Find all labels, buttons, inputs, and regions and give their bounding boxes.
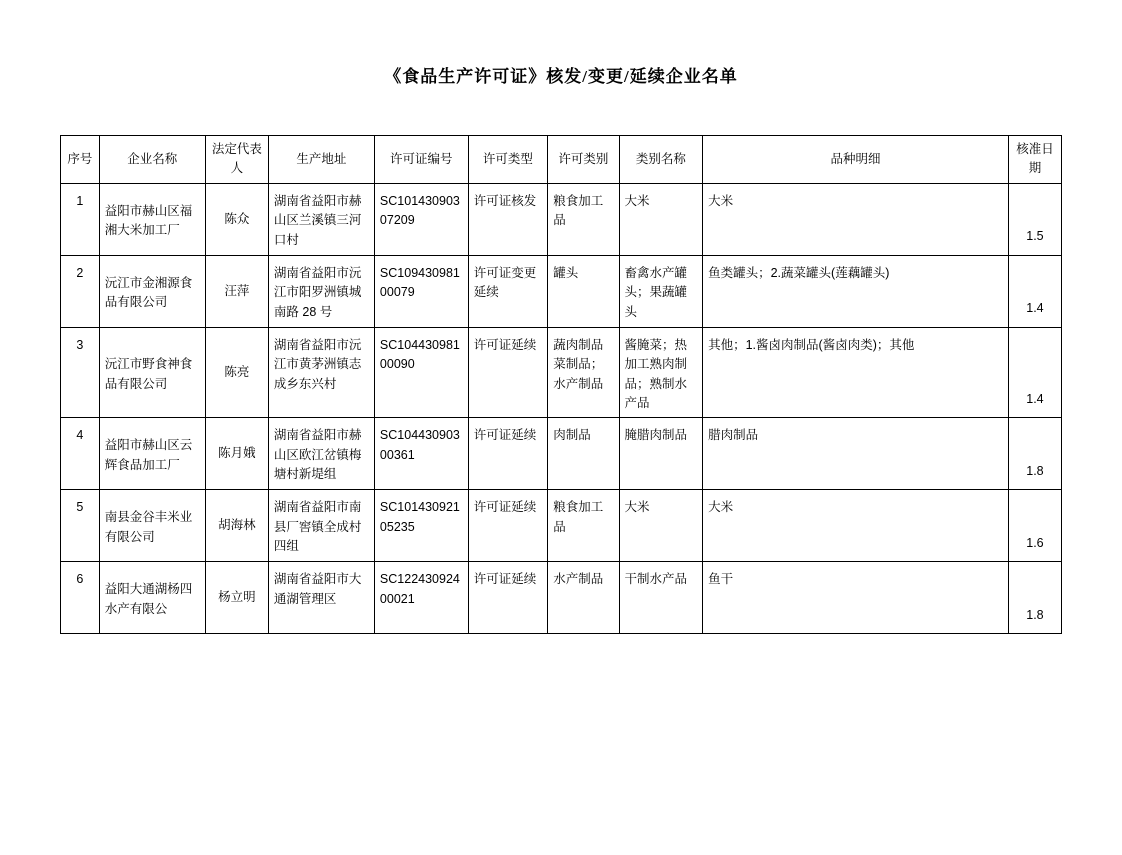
cell-company: 沅江市野食神食品有限公司 [99, 327, 205, 418]
cell-detail: 大米 [703, 183, 1009, 255]
table-row [61, 327, 1062, 418]
header-date: 核准日期 [1008, 136, 1061, 184]
cell-index: 6 [61, 562, 100, 634]
cell-category: 水产制品 [548, 562, 619, 634]
cell-date: 1.8 [1008, 418, 1061, 490]
header-category-name: 类别名称 [619, 136, 703, 184]
header-detail: 品种明细 [703, 136, 1009, 184]
table-row [61, 255, 1062, 327]
cell-detail: 鱼干 [703, 562, 1009, 634]
cell-address: 湖南省益阳市南县厂窖镇全成村四组 [268, 490, 374, 562]
cell-category-name: 干制水产品 [619, 562, 703, 634]
cell-category: 蔬肉制品菜制品；水产制品 [548, 327, 619, 418]
cell-license-no: SC10443098100090 [374, 327, 468, 418]
cell-address: 湖南省益阳市沅江市阳罗洲镇城南路 28 号 [268, 255, 374, 327]
cell-company: 益阳市赫山区云辉食品加工厂 [99, 418, 205, 490]
cell-address: 湖南省益阳市赫山区欧江岔镇梅塘村新堤组 [268, 418, 374, 490]
cell-license-no: SC10943098100079 [374, 255, 468, 327]
cell-license-no: SC10143090307209 [374, 183, 468, 255]
cell-date: 1.4 [1008, 255, 1061, 327]
cell-company: 沅江市金湘源食品有限公司 [99, 255, 205, 327]
cell-index: 2 [61, 255, 100, 327]
cell-category: 肉制品 [548, 418, 619, 490]
cell-address: 湖南省益阳市赫山区兰溪镇三河口村 [268, 183, 374, 255]
header-address: 生产地址 [268, 136, 374, 184]
header-license-no: 许可证编号 [374, 136, 468, 184]
cell-date: 1.5 [1008, 183, 1061, 255]
cell-representative: 胡海林 [205, 490, 268, 562]
cell-license-no: SC10443090300361 [374, 418, 468, 490]
cell-category-name: 畜禽水产罐头；果蔬罐头 [619, 255, 703, 327]
cell-index: 1 [61, 183, 100, 255]
cell-license-type: 许可证变更延续 [468, 255, 548, 327]
cell-index: 4 [61, 418, 100, 490]
cell-address: 湖南省益阳市沅江市黄茅洲镇志成乡东兴村 [268, 327, 374, 418]
header-index: 序号 [61, 136, 100, 184]
cell-company: 南县金谷丰米业有限公司 [99, 490, 205, 562]
cell-date: 1.4 [1008, 327, 1061, 418]
cell-license-type: 许可证核发 [468, 183, 548, 255]
cell-category-name: 腌腊肉制品 [619, 418, 703, 490]
cell-index: 3 [61, 327, 100, 418]
cell-date: 1.8 [1008, 562, 1061, 634]
cell-detail: 其他；1.酱卤肉制品(酱卤肉类)；其他 [703, 327, 1009, 418]
cell-category: 罐头 [548, 255, 619, 327]
document-page [0, 62, 1122, 855]
cell-category-name: 大米 [619, 490, 703, 562]
cell-address: 湖南省益阳市大通湖管理区 [268, 562, 374, 634]
cell-index: 5 [61, 490, 100, 562]
header-license-type: 许可类型 [468, 136, 548, 184]
header-company: 企业名称 [99, 136, 205, 184]
table-row [61, 562, 1062, 634]
header-representative: 法定代表人 [205, 136, 268, 184]
cell-license-no: SC10143092105235 [374, 490, 468, 562]
cell-license-type: 许可证延续 [468, 418, 548, 490]
cell-category-name: 酱腌菜；热加工熟肉制品；熟制水产品 [619, 327, 703, 418]
cell-license-no: SC12243092400021 [374, 562, 468, 634]
cell-license-type: 许可证延续 [468, 327, 548, 418]
cell-detail: 大米 [703, 490, 1009, 562]
cell-company: 益阳市赫山区福湘大米加工厂 [99, 183, 205, 255]
header-category: 许可类别 [548, 136, 619, 184]
cell-representative: 汪萍 [205, 255, 268, 327]
cell-representative: 陈众 [205, 183, 268, 255]
cell-representative: 杨立明 [205, 562, 268, 634]
table-row [61, 490, 1062, 562]
cell-category: 粮食加工品 [548, 490, 619, 562]
cell-license-type: 许可证延续 [468, 562, 548, 634]
cell-detail: 腊肉制品 [703, 418, 1009, 490]
cell-detail: 鱼类罐头；2.蔬菜罐头(莲藕罐头) [703, 255, 1009, 327]
cell-license-type: 许可证延续 [468, 490, 548, 562]
cell-date: 1.6 [1008, 490, 1061, 562]
cell-category-name: 大米 [619, 183, 703, 255]
page-title: 《食品生产许可证》核发/变更/延续企业名单 [384, 67, 738, 86]
table-row [61, 183, 1062, 255]
cell-representative: 陈亮 [205, 327, 268, 418]
enterprise-license-table [60, 135, 1062, 634]
cell-category: 粮食加工品 [548, 183, 619, 255]
table-header-row [61, 136, 1062, 184]
table-row [61, 418, 1062, 490]
cell-representative: 陈月娥 [205, 418, 268, 490]
cell-company: 益阳大通湖杨四水产有限公 [99, 562, 205, 634]
